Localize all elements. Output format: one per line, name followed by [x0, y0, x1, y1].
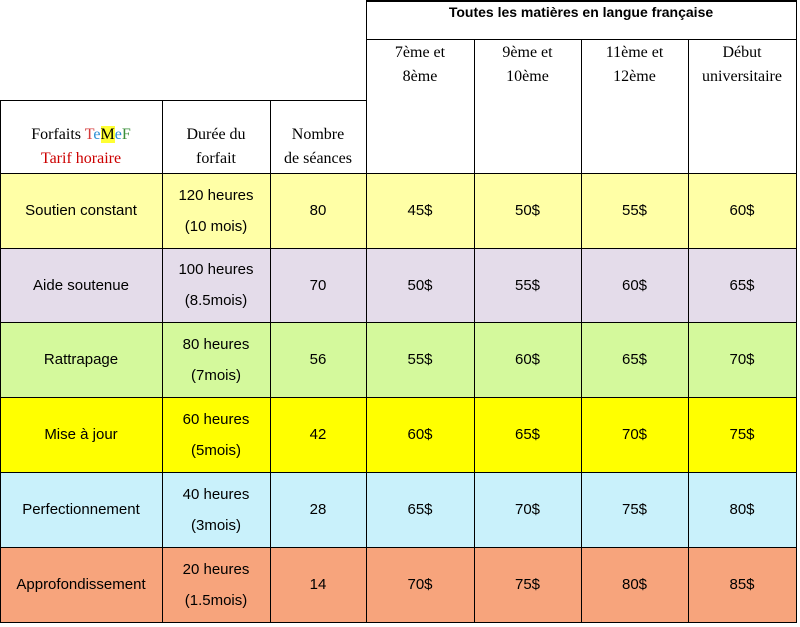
price-value: 70$: [407, 576, 433, 593]
grid-line: [0, 547, 797, 548]
grade-header-university: Début universitaire: [702, 44, 782, 85]
price-cell: [474, 472, 581, 547]
grid-line: [0, 397, 797, 398]
price-value: 55$: [514, 276, 541, 294]
languages-title-text: Toutes les matières en langue française: [448, 4, 714, 20]
duration-cell: [162, 173, 270, 248]
sessions-cell: [270, 248, 366, 322]
package-name-cell: [0, 472, 162, 547]
price-value: 75$: [514, 576, 541, 593]
price-value: 75$: [621, 501, 648, 518]
price-value: 55$: [407, 351, 433, 368]
sessions-count: 14: [309, 576, 327, 593]
price-cell: [474, 248, 581, 322]
price-cell: [366, 472, 474, 547]
sessions-count: 42: [309, 426, 327, 443]
price-cell: [474, 173, 581, 248]
grid-line: [366, 0, 797, 2]
sessions-count: 56: [309, 351, 327, 368]
package-name-cell: [0, 248, 162, 322]
temef-logo: TeMeF: [84, 126, 131, 143]
sessions-cell: [270, 322, 366, 397]
grid-line: [0, 622, 797, 623]
duration-cell: [162, 322, 270, 397]
price-cell: [688, 547, 796, 622]
price-cell: [366, 173, 474, 248]
grid-line: [0, 248, 797, 249]
price-value: 50$: [514, 202, 541, 219]
duration-hours: 20 heures: [182, 560, 250, 578]
grid-line: [581, 40, 582, 623]
duree-header: Durée du forfait: [186, 126, 246, 167]
package-name: Mise à jour: [44, 426, 118, 443]
price-value: 60$: [514, 351, 541, 368]
duration-months: (3mois): [190, 516, 241, 534]
duration-hours: 100 heures: [178, 261, 254, 278]
price-value: 65$: [514, 426, 541, 443]
price-cell: [688, 322, 796, 397]
forfaits-brand-line: Forfaits TeMeF: [31, 126, 131, 143]
duration-hours: 40 heures: [182, 485, 250, 503]
price-cell: [581, 173, 688, 248]
price-value: 60$: [621, 276, 648, 294]
nombre-header: Nombre de séances: [284, 126, 352, 167]
grid-line: [688, 40, 689, 623]
price-cell: [474, 397, 581, 472]
grid-line: [162, 100, 163, 623]
sessions-cell: [270, 472, 366, 547]
price-cell: [366, 547, 474, 622]
package-name-cell: [0, 547, 162, 622]
price-value: 80$: [621, 576, 648, 593]
grid-line: [0, 322, 797, 323]
duration-months: (8.5mois): [184, 292, 248, 309]
grade-header-11-12: 11ème et 12ème: [605, 44, 664, 85]
sessions-count: 28: [309, 501, 327, 518]
grade-header-9-10: 9ème et 10ème: [502, 44, 553, 85]
price-cell: [366, 397, 474, 472]
duration-months: (5mois): [190, 441, 241, 459]
package-name: Soutien constant: [25, 202, 137, 219]
price-cell: [688, 472, 796, 547]
price-cell: [688, 173, 796, 248]
package-name: Perfectionnement: [22, 501, 140, 518]
price-value: 85$: [729, 576, 755, 593]
duration-hours: 80 heures: [182, 335, 250, 353]
package-name-cell: [0, 397, 162, 472]
price-value: 70$: [729, 351, 755, 368]
package-name-cell: [0, 173, 162, 248]
grid-line: [270, 100, 271, 623]
price-value: 55$: [621, 202, 648, 219]
price-cell: [474, 547, 581, 622]
sessions-cell: [270, 173, 366, 248]
price-value: 65$: [621, 351, 648, 368]
languages-title: [366, 0, 796, 40]
price-cell: [688, 248, 796, 322]
price-cell: [581, 322, 688, 397]
forfaits-header: [0, 100, 162, 173]
duration-hours: 60 heures: [182, 410, 250, 428]
price-cell: [581, 397, 688, 472]
grid-line: [0, 100, 366, 101]
duration-cell: [162, 248, 270, 322]
duration-months: (10 mois): [184, 217, 248, 235]
price-value: 65$: [729, 276, 755, 294]
price-value: 75$: [729, 426, 755, 443]
grid-line: [0, 472, 797, 473]
tarif-horaire-label: Tarif horaire: [40, 150, 122, 167]
price-value: 60$: [729, 202, 755, 219]
price-cell: [581, 472, 688, 547]
grid-line: [366, 0, 367, 623]
sessions-count: 70: [309, 276, 327, 294]
price-value: 45$: [407, 202, 433, 219]
duration-cell: [162, 472, 270, 547]
grid-line: [0, 100, 1, 623]
duration-cell: [162, 397, 270, 472]
price-value: 70$: [514, 501, 541, 518]
duration-hours: 120 heures: [178, 186, 254, 204]
price-cell: [688, 397, 796, 472]
package-name: Approfondissement: [16, 576, 146, 593]
duration-cell: [162, 547, 270, 622]
price-cell: [366, 322, 474, 397]
grid-line: [0, 173, 797, 174]
package-name: Rattrapage: [43, 351, 119, 368]
price-value: 80$: [729, 501, 755, 518]
grid-line: [474, 40, 475, 623]
sessions-cell: [270, 547, 366, 622]
grid-line: [796, 0, 797, 623]
duration-months: (1.5mois): [184, 591, 248, 609]
package-name: Aide soutenue: [33, 276, 129, 294]
price-cell: [581, 547, 688, 622]
package-name-cell: [0, 322, 162, 397]
price-value: 50$: [407, 276, 433, 294]
sessions-count: 80: [309, 202, 327, 219]
price-cell: [581, 248, 688, 322]
price-cell: [366, 248, 474, 322]
price-value: 60$: [407, 426, 433, 443]
price-value: 70$: [621, 426, 648, 443]
sessions-cell: [270, 397, 366, 472]
price-cell: [474, 322, 581, 397]
grade-header-7-8: 7ème et 8ème: [394, 44, 446, 85]
price-value: 65$: [407, 501, 433, 518]
duration-months: (7mois): [190, 366, 241, 384]
